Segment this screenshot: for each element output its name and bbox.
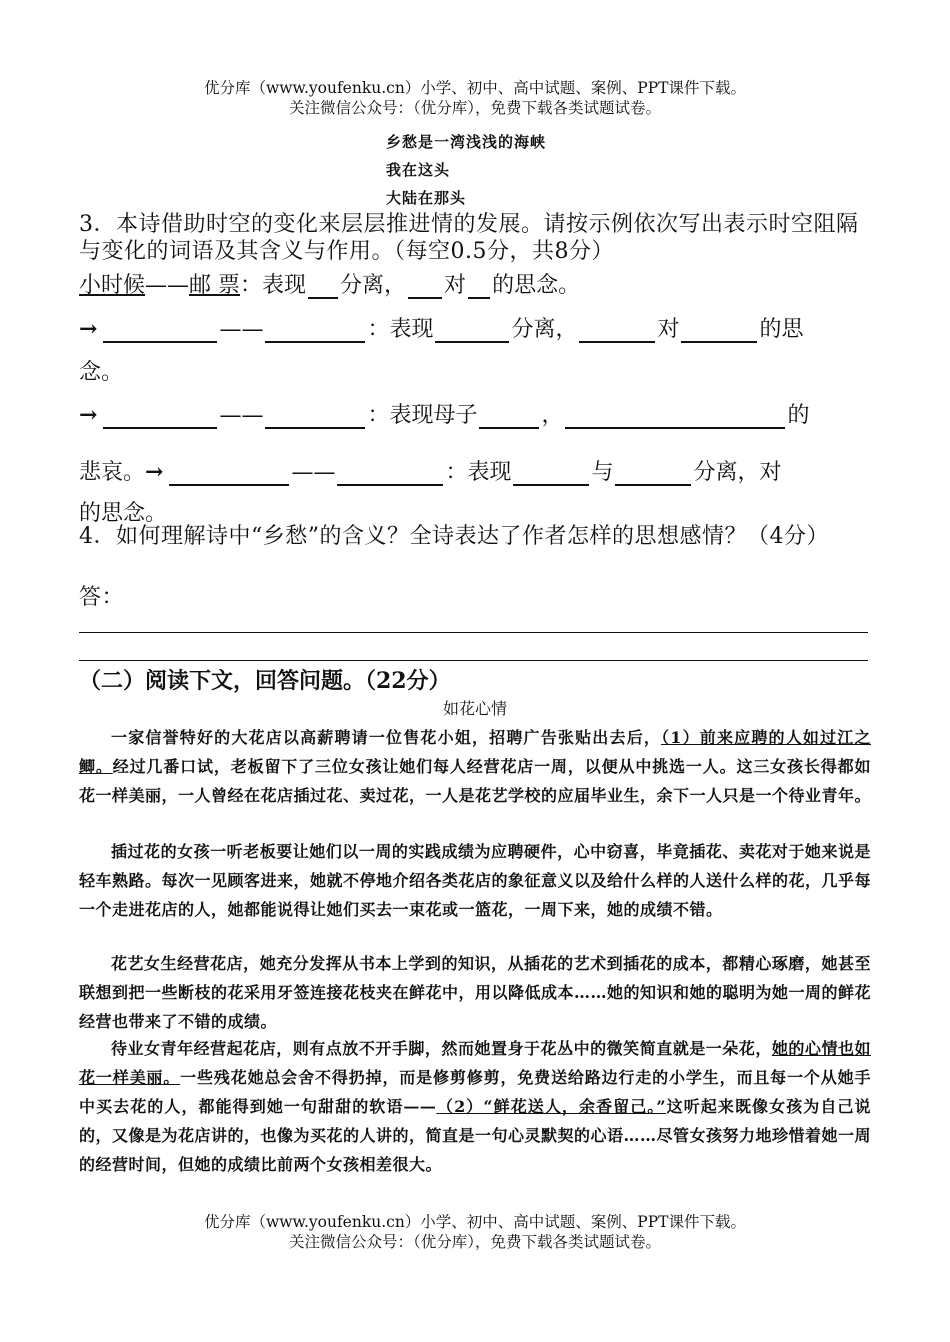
example-blank-3: [468, 273, 490, 299]
row1-blank-4[interactable]: [579, 317, 655, 343]
example-text-2: 对: [444, 273, 467, 298]
p4-text-b: 一些残花她总会舍不得扔掉，而是修剪修剪，免费送给路边行走的小学生，而且每一个从她手中买去花的人，都能得到她一句甜甜的软语——: [79, 1068, 871, 1116]
question-4-prompt: 4．如何理解诗中“乡愁”的含义？全诗表达了作者怎样的思想感情？（4分）: [79, 524, 829, 549]
row3-blank-1[interactable]: [169, 460, 289, 486]
question-3-prompt: 3．本诗借助时空的变化来层层推进情的发展。请按示例依次写出表示时空阻隔与变化的词语及其含义与作用。（每空0.5分，共8分）: [79, 212, 859, 264]
header-line-2: 关注微信公众号：（优分库），免费下载各类试题试卷。: [288, 99, 661, 117]
row3-blank-3[interactable]: [513, 460, 589, 486]
question-3-row-2: [79, 398, 809, 429]
article-title: 如花心情: [442, 699, 507, 718]
row1-blank-5[interactable]: [681, 317, 757, 343]
footer-line-1: 优分库（www.youfenku.cn）小学、初中、高中试题、案例、PPT课件下载。: [203, 1213, 747, 1231]
arrow-icon: →: [79, 316, 98, 342]
p4-underline-1: 她的心情也如花一样美丽。: [79, 1039, 871, 1087]
arrow-icon: →: [79, 402, 98, 428]
question-3-row-1: [79, 312, 804, 343]
row3-blank-2[interactable]: [337, 460, 443, 486]
row3-wrap: 的思念。: [79, 501, 168, 526]
row1-blank-3[interactable]: [435, 317, 509, 343]
example-dash: ——: [145, 273, 190, 298]
section-2-heading: （二）阅读下文，回答问题。（22分）: [79, 668, 451, 694]
footer-line-2: 关注微信公众号：（优分库），免费下载各类试题试卷。: [288, 1233, 661, 1251]
answer-label: 答：: [79, 585, 125, 610]
answer-line-2[interactable]: [79, 660, 868, 661]
row3-lead: 悲哀。: [79, 460, 146, 485]
example-text-1: 分离，: [340, 273, 407, 298]
arrow-icon: →: [145, 459, 164, 485]
row1-wrap: 念。: [79, 360, 124, 385]
question-3-example: [79, 268, 580, 299]
example-blank-1: [308, 273, 338, 299]
row2-tail: 的: [787, 403, 810, 428]
row1-dash: ——: [219, 317, 264, 342]
row3-dash: ——: [291, 460, 336, 485]
row3-text-1: 与: [591, 460, 614, 485]
row2-colon: ：表现母子: [367, 403, 478, 428]
question-3-row-3: [79, 455, 782, 486]
row2-blank-1[interactable]: [103, 403, 217, 429]
p4-text-a: 待业女青年经营起花店，则有点放不开手脚，然而她置身于花丛中的微笑简直就是一朵花，: [111, 1039, 772, 1058]
poem-line-1: 乡愁是一湾浅浅的海峡: [386, 133, 547, 151]
row1-tail: 的思: [759, 317, 804, 342]
row2-blank-2[interactable]: [265, 403, 365, 429]
row1-text-2: 对: [657, 317, 680, 342]
p4-underline-2: （2）“鲜花送人，余香留己。”: [436, 1097, 667, 1116]
paragraph-2: 插过花的女孩一听老板要让她们以一周的实践成绩为应聘硬件，心中窃喜，毕竟插花、卖花对于她来说是轻车熟路。每次一见顾客进来，她就不停地介绍各类花店的象征意义以及给什么样的人送什么样的花，几乎每一个走进花店的人，她都能说得让她们买去一束花或一篮花，一周下来，她的成绩不错。: [79, 842, 872, 919]
row3-colon: ：表现: [445, 460, 512, 485]
example-word-2: 邮 票: [189, 273, 241, 298]
row1-text-1: 分离，: [511, 317, 578, 342]
paragraph-1: [79, 723, 871, 810]
row1-colon: ：表现: [367, 317, 434, 342]
row2-comma: ，: [541, 403, 564, 428]
example-blank-2: [408, 273, 442, 299]
paragraph-4: [79, 1034, 871, 1179]
answer-line-1[interactable]: [79, 632, 868, 633]
example-tail: 的思念。: [492, 273, 581, 298]
row2-blank-3[interactable]: [479, 403, 539, 429]
poem-line-2: 我在这头: [386, 161, 451, 179]
paragraph-3: 花艺女生经营花店，她充分发挥从书本上学到的知识，从插花的艺术到插花的成本，都精心琢磨，她甚至联想到把一些断枝的花采用牙签连接花枝夹在鲜花中，用以降低成本……她的知识和她的聪明为她一周的鲜花经营也带来了不错的成绩。: [79, 954, 872, 1031]
example-word-1: 小时候: [79, 273, 146, 298]
row3-text-2: 分离，对: [693, 460, 782, 485]
p1-text-a: 一家信誉特好的大花店以高薪聘请一位售花小姐，招聘广告张贴出去后，: [111, 728, 662, 747]
row3-blank-4[interactable]: [615, 460, 691, 486]
p1-underline-1: （1）前来应聘的人如过江之鲫。: [79, 728, 871, 776]
p4-text-c: 这听起来既像女孩为自己说的，又像是为花店讲的，也像为买花的人讲的，简直是一句心灵默契的心语……尽管女孩努力地珍惜着她一周的经营时间，但她的成绩比前两个女孩相差很大。: [79, 1097, 872, 1174]
poem-line-3: 大陆在那头: [386, 189, 467, 207]
row1-blank-2[interactable]: [265, 317, 365, 343]
row2-blank-4[interactable]: [565, 403, 785, 429]
p1-text-b: 经过几番口试，老板留下了三位女孩让她们每人经营花店一周，以便从中挑选一人。这三女孩长得都如花一样美丽，一人曾经在花店插过花、卖过花，一人是花艺学校的应届毕业生，余下一人只是一个待业青年。: [79, 757, 872, 805]
header-line-1: 优分库（www.youfenku.cn）小学、初中、高中试题、案例、PPT课件下载。: [203, 79, 747, 97]
example-colon: ：表现: [240, 273, 307, 298]
row1-blank-1[interactable]: [103, 317, 217, 343]
row2-dash: ——: [219, 403, 264, 428]
